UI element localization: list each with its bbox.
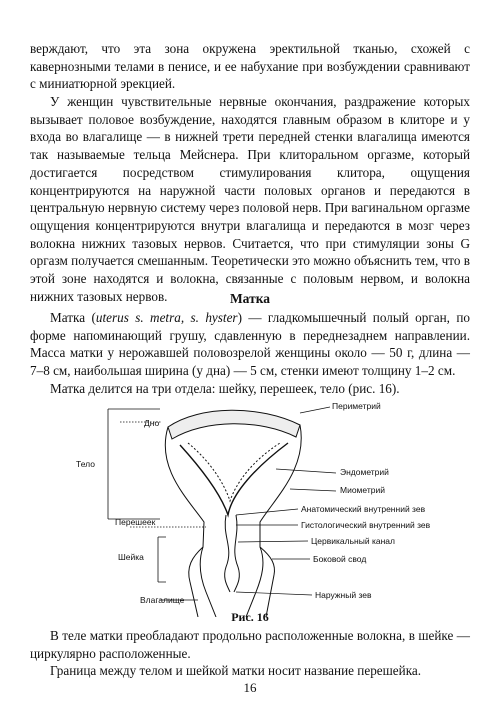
paragraph-1: верждают, что эта зона окружена эректильной тканью, схожей с кавернозными телами в пенисе, и ее набухание при возбуждении сравнивают с миниатюрной эрекцией. [30, 41, 470, 92]
cervical-canal-right [234, 515, 239, 592]
cervical-canal-left [225, 515, 230, 592]
leader-endometry [276, 469, 336, 473]
uterine-cavity [180, 443, 288, 515]
page-number: 16 [243, 680, 257, 695]
paragraph-3-start: Матка ( [50, 310, 96, 325]
label-anat-zev: Анатомический внутренний зев [301, 504, 426, 514]
fundus-wall [168, 410, 300, 439]
paragraph-3 [30, 309, 470, 380]
label-sheika: Шейка [118, 552, 144, 562]
label-endometry: Эндометрий [340, 467, 389, 477]
outer-left-wall [165, 427, 216, 617]
label-cerv-canal: Цервикальный канал [311, 536, 395, 546]
right-leaders [236, 407, 336, 595]
uterus-figure [60, 397, 480, 617]
leader-naruzhny-zev [236, 592, 312, 595]
label-naruzhny-zev: Наружный зев [315, 590, 372, 600]
uterus-drawing [165, 410, 301, 617]
label-perimetry: Периметрий [332, 401, 381, 411]
paragraph-2: У женщин чувствительные нервные окончания, раздражение которых вызывает половое возбуждение, находятся главным образом в клиторе и у входа во влагалище — в нижней трети передней стенки влагалища имеются так называемые тельца Мейснера. При клиторальном оргазме, который достигается посредством стимулирования клитора, ощущения концентрируются на наружной части половых органов и передаются в центральную нервную систему через половой нерв. При вагинальном оргазме ощущения концентрируются внутри влагалища и передаются в мозг через волокна нижних тазовых нервов. Считается, что при стимуляции зоны G оргазм получается смешанным. Теоретически это можно объяснить тем, что в этой зоне находятся и волокна, связанные с половым нервом, и волокна нижних тазовых нервов. [30, 94, 470, 304]
paragraph-4: Матка делится на три отдела: шейку, перешеек, тело (рис. 16). [50, 381, 400, 396]
label-peresheek: Перешеек [115, 517, 156, 527]
figure-caption: Рис. 16 [231, 610, 269, 624]
label-telo: Тело [76, 459, 95, 469]
endometrium-line [188, 443, 280, 501]
leader-perimetry [300, 407, 330, 413]
section-heading: Матка [229, 291, 271, 306]
paragraph-6: Граница между телом и шейкой матки носит название перешейка. [50, 663, 422, 678]
fornix-left [189, 547, 203, 582]
label-dno: Дно [144, 418, 160, 428]
label-histo-zev: Гистологический внутренний зев [301, 520, 431, 530]
paragraph-3-end: ) — гладкомышечный полый орган, по форме напоминающий грушу, сдавленную в переднезаднем направлении. Масса матки у нерожавшей половозрелой женщины около — 50 г, длина — 7–8 см, наибольшая ширина (у дна) — 5 см, стенки имеют толщину 1–2 см. [30, 310, 471, 379]
label-miometry: Миометрий [340, 485, 385, 495]
label-bokovoy-svod: Боковой свод [313, 554, 367, 564]
paragraph-5: В теле матки преобладают продольно расположенные волокна, в шейке — циркулярно расположенные. [30, 628, 470, 661]
bracket-sheika-ends [158, 537, 166, 582]
label-vlagalishche: Влагалище [140, 595, 185, 605]
leader-cerv-canal [238, 541, 308, 542]
latin-term: uterus s. metra, s. hyster [95, 310, 238, 325]
leader-anat-zev [236, 509, 298, 515]
leader-miometry [290, 489, 336, 491]
